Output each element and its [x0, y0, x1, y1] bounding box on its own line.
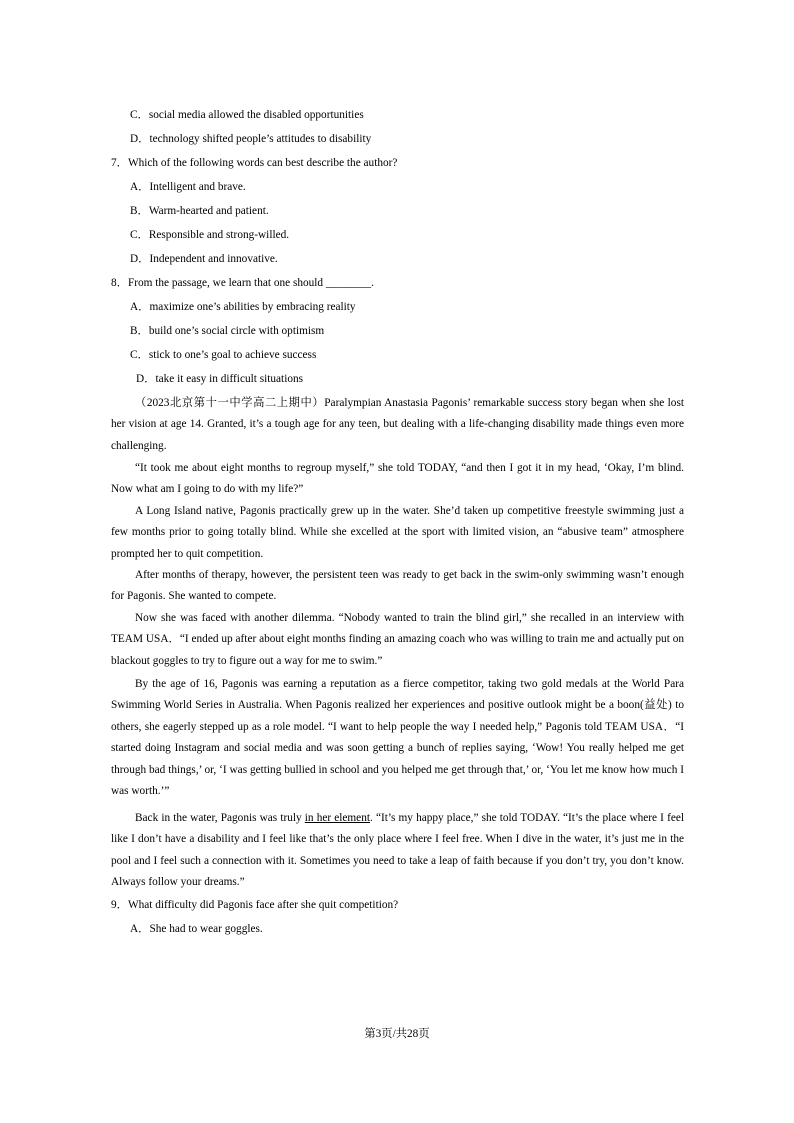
underlined-phrase: in her element — [304, 812, 370, 824]
passage-paragraph-3: A Long Island native, Pagonis practically grew up in the water. She’d taken up competitive freestyle swimming just a few months prior to going totally blind. While she excelled at the sport with limited vision, an “abusive team” atmosphere prompted her to quit competition. — [111, 505, 684, 560]
passage-paragraph-4: After months of therapy, however, the persistent teen was ready to get back in the swim-only swimming wasn’t enough for Pagonis. She wanted to compete. — [111, 569, 684, 603]
paragraph-7-text-before: Back in the water, Pagonis was truly — [135, 812, 305, 824]
passage-paragraph-5: Now she was faced with another dilemma. “Nobody wanted to train the blind girl,” she recalled in an interview with TEAM USA．“I ended up after about eight months finding an amazing coach who was willing to train me and actually put on blackout goggles to try to figure out a way for me to swim.” — [111, 612, 684, 667]
passage-paragraph-2: “It took me about eight months to regroup myself,” she told TODAY, “and then I got it in my head, ‘Okay, I’m blind. Now what am I going to do with my life?” — [111, 462, 684, 496]
page-number-footer: 第3页/共28页 — [364, 1028, 430, 1040]
q7-stem: 7．Which of the following words can best describe the author? — [111, 157, 398, 169]
q8-option-a: A．maximize one’s abilities by embracing reality — [130, 301, 356, 313]
q9-stem: 9．What difficulty did Pagonis face after she quit competition? — [111, 899, 399, 911]
q8-stem: 8．From the passage, we learn that one should ________. — [111, 277, 374, 289]
q7-option-a: A．Intelligent and brave. — [130, 181, 246, 193]
q9-option-a: A．She had to wear goggles. — [130, 923, 263, 935]
q7-option-c: C．Responsible and strong-willed. — [130, 229, 290, 241]
q8-option-d: D．take it easy in difficult situations — [136, 373, 304, 385]
q7-option-b: B．Warm-hearted and patient. — [130, 205, 269, 217]
paragraph-7-text-after: . “It’s my happy place,” she told TODAY. “It’s the place where I feel like I don’t have a disability and I feel like that’s the only place where I feel free. When I dive in the water, it’s just me in the pool and I feel such a connection with it. Sometimes you need to take a leap of faith because if you don’t try, you don’t know. Always follow your dreams.” — [111, 812, 684, 889]
passage-paragraph-6: By the age of 16, Pagonis was earning a reputation as a fierce competitor, taking two gold medals at the World Para Swimming World Series in Australia. When Pagonis realized her experiences and positive outlook might be a boon(益处) to others, she eagerly stepped up as a role model. “I want to help people the way I needed help,” Pagonis told TEAM USA．“I started doing Instagram and social media and was soon getting a bunch of replies saying, ‘Wow! You really helped me get through bad things,’ or, ‘I was getting bullied in school and you helped me get through that,’ or, ‘You let me know how much I was worth.’” — [111, 678, 684, 798]
q7-option-d: D．Independent and innovative. — [130, 253, 278, 265]
passage-paragraph-1: （2023北京第十一中学高二上期中）Paralympian Anastasia Pagonis’ remarkable success story began when she lost her vision at age 14. Granted, it’s a tough age for any teen, but dealing with a life-changing disability made things even more challenging. — [111, 397, 684, 452]
q6-option-c: C．social media allowed the disabled opportunities — [130, 109, 364, 121]
q6-option-d: D．technology shifted people’s attitudes to disability — [130, 133, 372, 145]
q8-option-b: B．build one’s social circle with optimism — [130, 325, 325, 337]
passage-paragraph-7 — [111, 808, 684, 894]
q8-option-c: C．stick to one’s goal to achieve success — [130, 349, 317, 361]
